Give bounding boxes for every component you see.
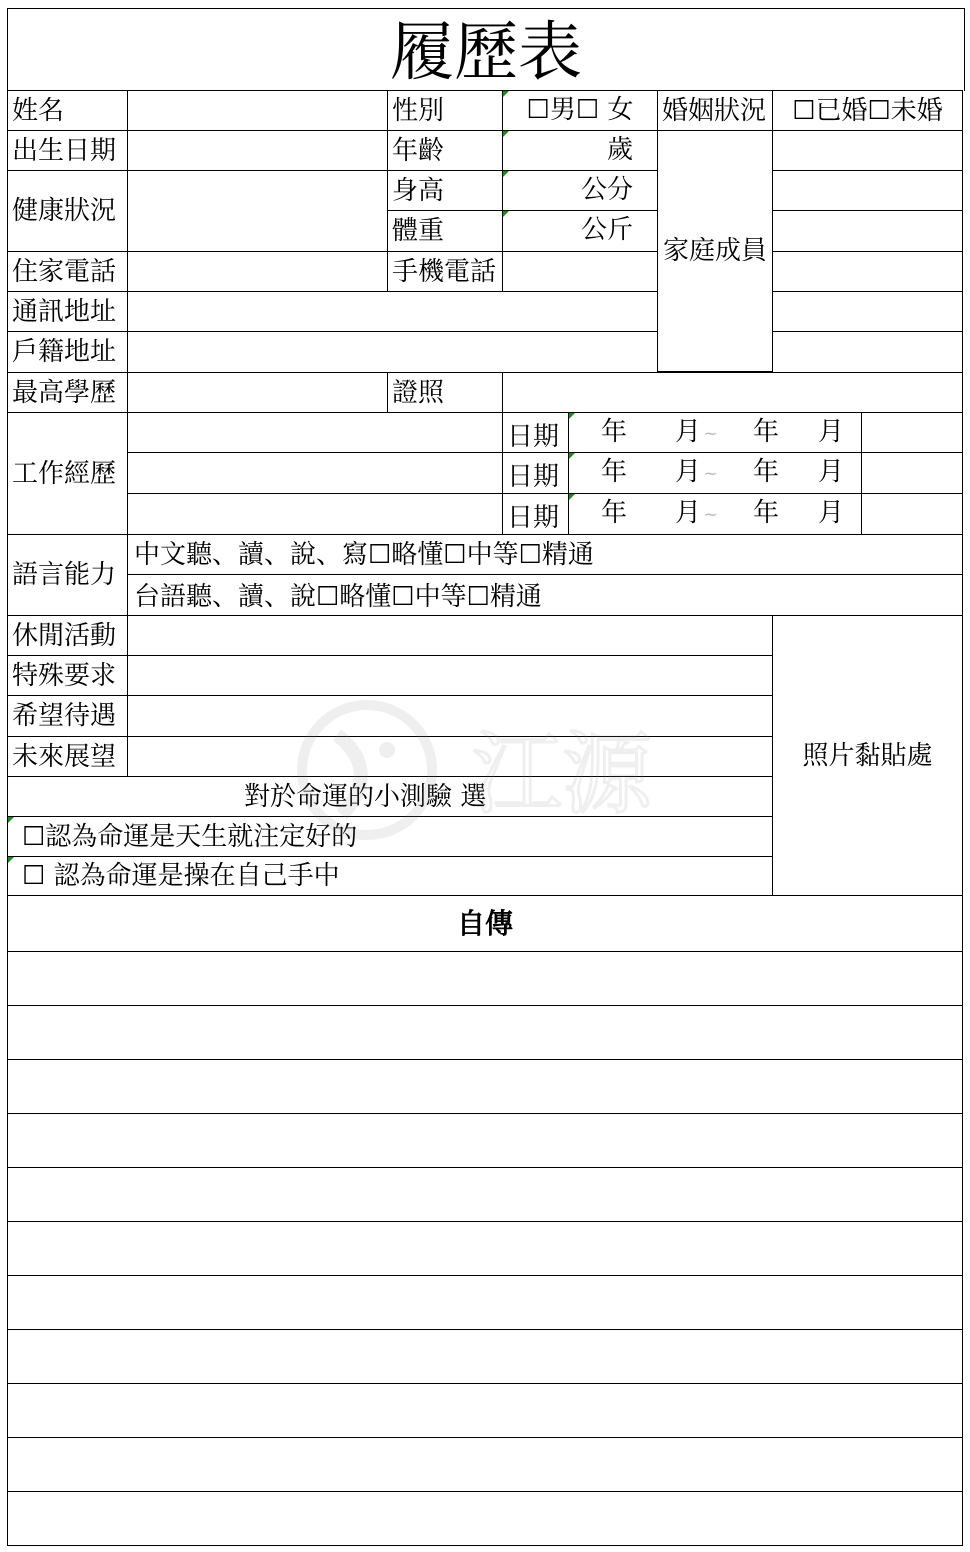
end-month: 月: [818, 498, 845, 528]
autobiography-line[interactable]: [7, 1329, 963, 1384]
start-month: 月: [675, 417, 702, 447]
work-note-field[interactable]: [861, 412, 963, 453]
mobile-label: 手機電話: [387, 251, 503, 292]
work-note-field[interactable]: [861, 452, 963, 494]
autobiography-line[interactable]: [7, 1383, 963, 1438]
mail-address-label: 通訊地址: [7, 291, 128, 332]
name-label: 姓名: [7, 90, 128, 131]
work-company-field[interactable]: [127, 412, 503, 453]
age-label: 年齡: [387, 130, 503, 171]
autobiography-line[interactable]: [7, 1113, 963, 1168]
end-year: 年: [753, 498, 780, 528]
special-label: 特殊要求: [7, 655, 128, 696]
range-tilde: ~: [703, 423, 719, 444]
leisure-field[interactable]: [127, 615, 773, 656]
work-date-label: 日期: [502, 452, 569, 494]
start-month: 月: [675, 457, 702, 487]
home-phone-label: 住家電話: [7, 251, 128, 292]
gender-label: 性別: [387, 90, 503, 131]
family-row[interactable]: [772, 210, 963, 252]
health-field[interactable]: [127, 170, 388, 252]
future-label: 未來展望: [7, 736, 128, 777]
weight-label: 體重: [387, 210, 503, 252]
age-field[interactable]: 歲: [502, 130, 658, 171]
leisure-label: 休閒活動: [7, 615, 128, 656]
page-title: 履歷表: [7, 8, 965, 91]
work-note-field[interactable]: [861, 493, 963, 535]
quiz-option-1[interactable]: ☐認為命運是天生就注定好的: [7, 816, 773, 857]
end-month: 月: [818, 417, 845, 447]
education-label: 最高學歷: [7, 372, 128, 413]
quiz-heading: 對於命運的小測驗 選: [7, 776, 773, 817]
work-date-label: 日期: [502, 493, 569, 535]
birth-label: 出生日期: [7, 130, 128, 171]
start-year: 年: [601, 417, 628, 447]
mail-address-field[interactable]: [127, 291, 658, 332]
pay-field[interactable]: [127, 695, 773, 737]
family-row[interactable]: [772, 331, 963, 373]
watermark-text: 江源: [472, 722, 652, 827]
family-row[interactable]: [772, 130, 963, 171]
autobiography-line[interactable]: [7, 1275, 963, 1330]
autobiography-line[interactable]: [7, 1059, 963, 1114]
work-date-range[interactable]: [568, 493, 862, 535]
work-date-label: 日期: [502, 412, 569, 453]
license-label: 證照: [387, 372, 503, 413]
autobiography-line[interactable]: [7, 1221, 963, 1276]
weight-field[interactable]: 公斤: [502, 210, 658, 252]
birth-field[interactable]: [127, 130, 388, 171]
work-label: 工作經歷: [7, 412, 128, 535]
health-label: 健康狀況: [7, 170, 128, 252]
autobiography-line[interactable]: [7, 951, 963, 1006]
education-field[interactable]: [127, 372, 388, 413]
family-label: 家庭成員: [657, 130, 773, 372]
range-tilde: ~: [703, 463, 719, 484]
autobiography-line[interactable]: [7, 1167, 963, 1222]
work-date-range[interactable]: [568, 412, 862, 453]
taiwanese-row[interactable]: 台語聽、讀、說☐略懂☐中等☐精通: [127, 574, 963, 616]
gender-options[interactable]: ☐男☐ 女: [502, 90, 658, 131]
language-label: 語言能力: [7, 534, 128, 616]
work-company-field[interactable]: [127, 493, 503, 535]
height-label: 身高: [387, 170, 503, 211]
license-field[interactable]: [502, 372, 963, 413]
marital-label: 婚姻狀況: [657, 90, 773, 131]
autobiography-line[interactable]: [7, 1491, 963, 1546]
work-date-range[interactable]: [568, 452, 862, 494]
autobiography-heading: 自傳: [7, 895, 963, 952]
family-row[interactable]: [772, 291, 963, 332]
name-field[interactable]: [127, 90, 388, 131]
marital-options[interactable]: ☐已婚☐未婚: [772, 90, 963, 131]
start-year: 年: [601, 498, 628, 528]
quiz-option-2[interactable]: ☐ 認為命運是操在自己手中: [7, 856, 773, 896]
home-phone-field[interactable]: [127, 251, 388, 292]
photo-area[interactable]: 照片黏貼處: [772, 615, 963, 896]
start-month: 月: [675, 498, 702, 528]
autobiography-line[interactable]: [7, 1005, 963, 1060]
family-row[interactable]: [772, 170, 963, 211]
mandarin-row[interactable]: 中文聽、讀、說、寫☐略懂☐中等☐精通: [127, 534, 963, 575]
future-field[interactable]: [127, 736, 773, 777]
mobile-field[interactable]: [502, 251, 658, 292]
height-field[interactable]: 公分: [502, 170, 658, 211]
end-month: 月: [818, 457, 845, 487]
range-tilde: ~: [703, 504, 719, 525]
end-year: 年: [753, 417, 780, 447]
work-company-field[interactable]: [127, 452, 503, 494]
registered-address-field[interactable]: [127, 331, 658, 373]
special-field[interactable]: [127, 655, 773, 696]
start-year: 年: [601, 457, 628, 487]
registered-address-label: 戶籍地址: [7, 331, 128, 373]
end-year: 年: [753, 457, 780, 487]
autobiography-line[interactable]: [7, 1437, 963, 1492]
family-row[interactable]: [772, 251, 963, 292]
pay-label: 希望待遇: [7, 695, 128, 737]
